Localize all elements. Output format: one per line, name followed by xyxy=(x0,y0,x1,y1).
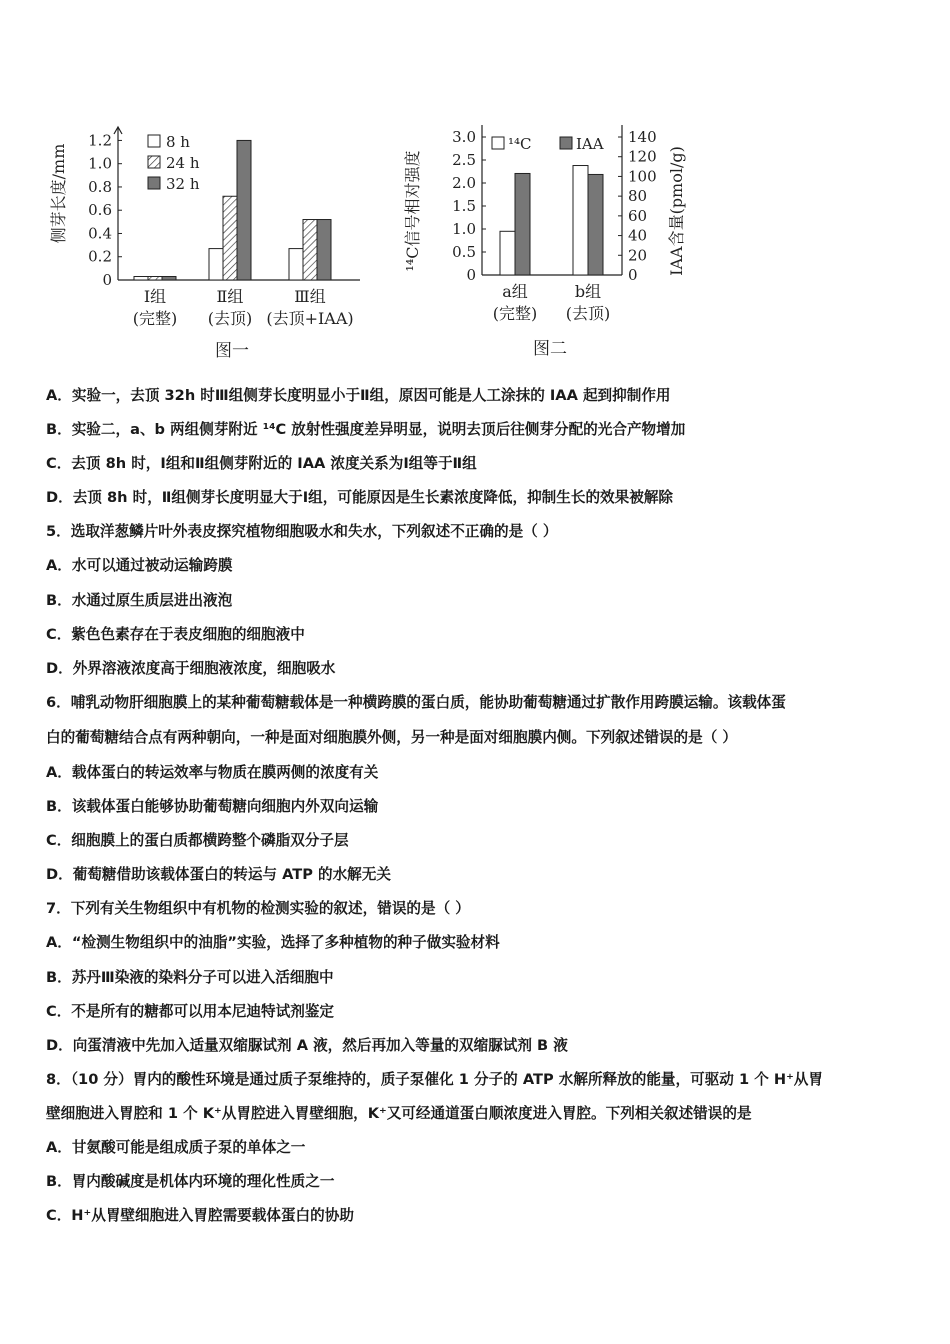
x-tick-label: Ⅲ组 xyxy=(294,287,326,306)
legend-swatch xyxy=(560,137,572,149)
text-line: 8．（10 分）胃内的酸性环境是通过质子泵维持的，质子泵催化 1 分子的 ATP 水解所释放的能量，可驱动 1 个 H⁺从胃 xyxy=(46,1070,823,1088)
x-tick-label: (去顶+IAA) xyxy=(266,309,354,328)
bar xyxy=(237,140,251,280)
y-tick-label: 0.8 xyxy=(88,177,112,196)
bar xyxy=(515,173,530,275)
bar xyxy=(289,249,303,280)
left-tick-label: 3.0 xyxy=(452,128,476,146)
figure-caption: 图一 xyxy=(215,341,249,361)
bar xyxy=(573,166,588,275)
left-tick-label: 1.5 xyxy=(452,197,476,215)
text-line: D．去顶 8h 时，Ⅱ组侧芽长度明显大于Ⅰ组，可能原因是生长素浓度降低，抑制生长的效果被解除 xyxy=(46,489,674,507)
y-tick-label: 1.2 xyxy=(88,131,112,150)
right-tick-label: 0 xyxy=(628,266,638,284)
right-tick-label: 140 xyxy=(628,128,657,146)
text-line: B．苏丹Ⅲ染液的染料分子可以进入活细胞中 xyxy=(46,968,334,986)
x-tick-label: (去顶) xyxy=(565,304,611,323)
legend-label: ¹⁴C xyxy=(508,135,532,153)
question-text xyxy=(46,379,926,1233)
text-line: A．载体蛋白的转运效率与物质在膜两侧的浓度有关 xyxy=(46,763,379,781)
y-tick-label: 0 xyxy=(102,271,112,289)
legend-swatch xyxy=(148,177,160,189)
text-line: 壁细胞进入胃腔和 1 个 K⁺从胃腔进入胃壁细胞，K⁺又可经通道蛋白顺浓度进入胃腔。下列相关叙述错误的是 xyxy=(46,1104,752,1122)
left-tick-label: 0 xyxy=(466,266,476,284)
text-line: A．甘氨酸可能是组成质子泵的单体之一 xyxy=(46,1138,306,1156)
y-tick-label: 0.4 xyxy=(88,224,112,243)
text-line: D．外界溶液浓度高于细胞液浓度，细胞吸水 xyxy=(46,659,336,677)
text-line: 5．选取洋葱鳞片叶外表皮探究植物细胞吸水和失水，下列叙述不正确的是（ ） xyxy=(46,523,558,541)
legend-label: 32 h xyxy=(166,175,200,193)
text-line: C．去顶 8h 时，Ⅰ组和Ⅱ组侧芽附近的 IAA 浓度关系为Ⅰ组等于Ⅱ组 xyxy=(46,455,477,473)
y-tick-label: 0.6 xyxy=(88,201,112,220)
text-line: C．细胞膜上的蛋白质都横跨整个磷脂双分子层 xyxy=(46,832,349,850)
legend-swatch xyxy=(148,135,160,147)
legend-label: 24 h xyxy=(166,154,200,172)
text-line: 6．哺乳动物肝细胞膜上的某种葡萄糖载体是一种横跨膜的蛋白质，能协助葡萄糖通过扩散作用跨膜运输。该载体蛋 xyxy=(46,693,786,711)
text-line: B．胃内酸碱度是机体内环境的理化性质之一 xyxy=(46,1173,335,1191)
x-tick-label: Ⅰ组 xyxy=(143,287,167,306)
left-tick-label: 2.5 xyxy=(452,151,476,169)
text-line: B．实验二，a、b 两组侧芽附近 ¹⁴C 放射性强度差异明显，说明去顶后往侧芽分配的光合产物增加 xyxy=(46,421,686,439)
text-line: 7．下列有关生物组织中有机物的检测实验的叙述，错误的是（ ） xyxy=(46,900,470,918)
bar xyxy=(134,277,148,280)
left-axis-label: ¹⁴C信号相对强度 xyxy=(403,150,422,272)
y-tick-label: 0.2 xyxy=(88,247,112,266)
bar xyxy=(209,249,223,280)
bar xyxy=(223,196,237,280)
left-tick-label: 1.0 xyxy=(452,220,476,238)
legend-label: IAA xyxy=(576,135,604,153)
text-line: 白的葡萄糖结合点有两种朝向，一种是面对细胞膜外侧，另一种是面对细胞膜内侧。下列叙述错误的是（ ） xyxy=(46,728,737,746)
left-tick-label: 2.0 xyxy=(452,174,476,192)
right-tick-label: 20 xyxy=(628,246,648,265)
x-tick-label: Ⅱ组 xyxy=(216,287,244,306)
x-tick-label: b组 xyxy=(574,282,602,301)
right-tick-label: 40 xyxy=(628,226,648,245)
right-axis-label: IAA含量(pmol/g) xyxy=(667,146,686,276)
text-line: D．葡萄糖借助该载体蛋白的转运与 ATP 的水解无关 xyxy=(46,866,391,884)
bar xyxy=(162,277,176,280)
text-line: A．“检测生物组织中的油脂”实验，选择了多种植物的种子做实验材料 xyxy=(46,934,500,952)
text-line: A．实验一，去顶 32h 时Ⅲ组侧芽长度明显小于Ⅱ组，原因可能是人工涂抹的 IAA 起到抑制作用 xyxy=(46,387,671,404)
text-line: A．水可以通过被动运输跨膜 xyxy=(46,557,233,575)
x-tick-label: a组 xyxy=(502,282,528,301)
y-axis-label: 侧芽长度/mm xyxy=(49,143,68,244)
legend-swatch xyxy=(492,137,504,149)
legend-label: 8 h xyxy=(166,133,190,151)
right-tick-label: 120 xyxy=(628,147,657,166)
bar xyxy=(148,277,162,280)
text-line: C．紫色色素存在于表皮细胞的细胞液中 xyxy=(46,625,305,643)
text-line: B．水通过原生质层进出液泡 xyxy=(46,591,233,609)
text-line: C．H⁺从胃壁细胞进入胃腔需要载体蛋白的协助 xyxy=(46,1207,354,1225)
figure-caption: 图二 xyxy=(533,339,567,359)
figures xyxy=(40,105,740,375)
x-tick-label: (完整) xyxy=(492,304,538,323)
legend-swatch xyxy=(148,156,160,168)
bar xyxy=(588,174,603,275)
bar xyxy=(303,220,317,280)
y-tick-label: 1.0 xyxy=(88,154,112,173)
right-tick-label: 80 xyxy=(628,187,648,206)
x-tick-label: (去顶) xyxy=(207,309,253,328)
bar xyxy=(317,220,331,280)
figure-1-chart xyxy=(40,105,380,367)
right-tick-label: 60 xyxy=(628,206,648,225)
text-line: D．向蛋清液中先加入适量双缩脲试剂 A 液，然后再加入等量的双缩脲试剂 B 液 xyxy=(46,1036,568,1054)
x-tick-label: (完整) xyxy=(132,309,178,328)
left-tick-label: 0.5 xyxy=(452,243,476,261)
figure-2-chart xyxy=(400,105,720,367)
right-tick-label: 100 xyxy=(628,167,657,186)
text-line: C．不是所有的糖都可以用本尼迪特试剂鉴定 xyxy=(46,1002,334,1020)
text-line: B．该载体蛋白能够协助葡萄糖向细胞内外双向运输 xyxy=(46,798,379,816)
bar xyxy=(500,231,515,275)
